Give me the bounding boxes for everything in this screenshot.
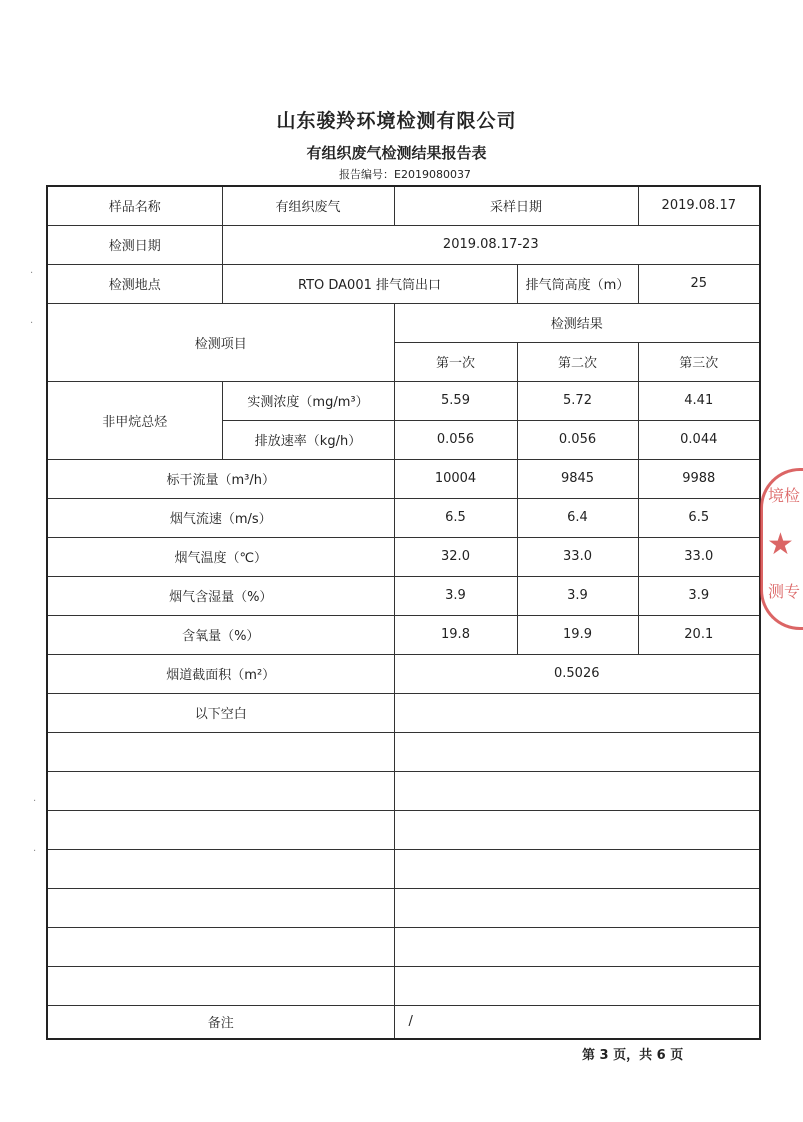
nmhc-rate-label: 排放速率（kg/h） xyxy=(222,420,394,459)
company-name: 山东骏羚环境检测有限公司 xyxy=(276,110,517,132)
report-title: 有组织废气检测结果报告表 xyxy=(306,144,487,162)
run-3-header: 第三次 xyxy=(638,342,760,381)
sample-name-value: 有组织废气 xyxy=(222,186,394,225)
empty-cell xyxy=(394,771,760,810)
results-table xyxy=(46,185,761,1040)
empty-cell xyxy=(394,810,760,849)
flow-run-1: 10004 xyxy=(394,459,517,498)
scan-speck: · xyxy=(30,268,34,279)
seal-star-icon: ★ xyxy=(767,527,794,562)
temperature-run-3: 33.0 xyxy=(638,537,760,576)
empty-cell xyxy=(47,810,394,849)
velocity-run-1: 6.5 xyxy=(394,498,517,537)
empty-cell xyxy=(47,888,394,927)
result-header: 检测结果 xyxy=(394,303,760,342)
temperature-run-1: 32.0 xyxy=(394,537,517,576)
oxygen-run-3: 20.1 xyxy=(638,615,760,654)
empty-cell xyxy=(394,693,760,732)
empty-cell xyxy=(394,927,760,966)
test-date-value: 2019.08.17-23 xyxy=(222,225,760,264)
nmhc-concentration-run-2: 5.72 xyxy=(517,381,638,420)
scan-speck: · xyxy=(33,846,37,857)
velocity-run-3: 6.5 xyxy=(638,498,760,537)
flow-run-3: 9988 xyxy=(638,459,760,498)
oxygen-run-1: 19.8 xyxy=(394,615,517,654)
stack-height-label: 排气筒高度（m） xyxy=(517,264,638,303)
red-seal-stamp xyxy=(760,468,803,630)
sample-name-label: 样品名称 xyxy=(47,186,222,225)
flow-run-2: 9845 xyxy=(517,459,638,498)
nmhc-concentration-label: 实测浓度（mg/m³） xyxy=(222,381,394,420)
nmhc-rate-run-2: 0.056 xyxy=(517,420,638,459)
velocity-run-2: 6.4 xyxy=(517,498,638,537)
nmhc-concentration-run-3: 4.41 xyxy=(638,381,760,420)
moisture-label: 烟气含湿量（%） xyxy=(47,576,394,615)
empty-cell xyxy=(394,888,760,927)
test-site-label: 检测地点 xyxy=(47,264,222,303)
oxygen-run-2: 19.9 xyxy=(517,615,638,654)
empty-cell xyxy=(47,927,394,966)
sampling-date-value: 2019.08.17 xyxy=(638,186,760,225)
nmhc-rate-run-3: 0.044 xyxy=(638,420,760,459)
oxygen-label: 含氧量（%） xyxy=(47,615,394,654)
empty-cell xyxy=(47,771,394,810)
flow-label: 标干流量（m³/h） xyxy=(47,459,394,498)
seal-text-top: 境检 xyxy=(768,486,801,505)
scan-speck: · xyxy=(33,796,37,807)
blank-below-note: 以下空白 xyxy=(47,693,394,732)
run-1-header: 第一次 xyxy=(394,342,517,381)
velocity-label: 烟气流速（m/s） xyxy=(47,498,394,537)
empty-cell xyxy=(394,966,760,1005)
empty-cell xyxy=(47,966,394,1005)
test-site-value: RTO DA001 排气筒出口 xyxy=(222,264,517,303)
scan-speck: · xyxy=(30,318,34,329)
test-date-label: 检测日期 xyxy=(47,225,222,264)
remarks-value: / xyxy=(394,1005,760,1039)
temperature-run-2: 33.0 xyxy=(517,537,638,576)
remarks-label: 备注 xyxy=(47,1005,394,1039)
seal-text-bottom: 测专 xyxy=(768,582,801,601)
section-area-label: 烟道截面积（m²） xyxy=(47,654,394,693)
sampling-date-label: 采样日期 xyxy=(394,186,638,225)
moisture-run-3: 3.9 xyxy=(638,576,760,615)
item-header: 检测项目 xyxy=(47,303,394,381)
nmhc-rate-run-1: 0.056 xyxy=(394,420,517,459)
empty-cell xyxy=(394,849,760,888)
nmhc-concentration-run-1: 5.59 xyxy=(394,381,517,420)
empty-cell xyxy=(47,849,394,888)
nmhc-label: 非甲烷总烃 xyxy=(47,381,222,459)
empty-cell xyxy=(47,732,394,771)
run-2-header: 第二次 xyxy=(517,342,638,381)
section-area-value: 0.5026 xyxy=(394,654,760,693)
report-number: 报告编号：E2019080037 xyxy=(339,168,471,181)
empty-cell xyxy=(394,732,760,771)
moisture-run-1: 3.9 xyxy=(394,576,517,615)
stack-height-value: 25 xyxy=(638,264,760,303)
moisture-run-2: 3.9 xyxy=(517,576,638,615)
page-indicator: 第 3 页，共 6 页 xyxy=(582,1048,684,1063)
temperature-label: 烟气温度（℃） xyxy=(47,537,394,576)
